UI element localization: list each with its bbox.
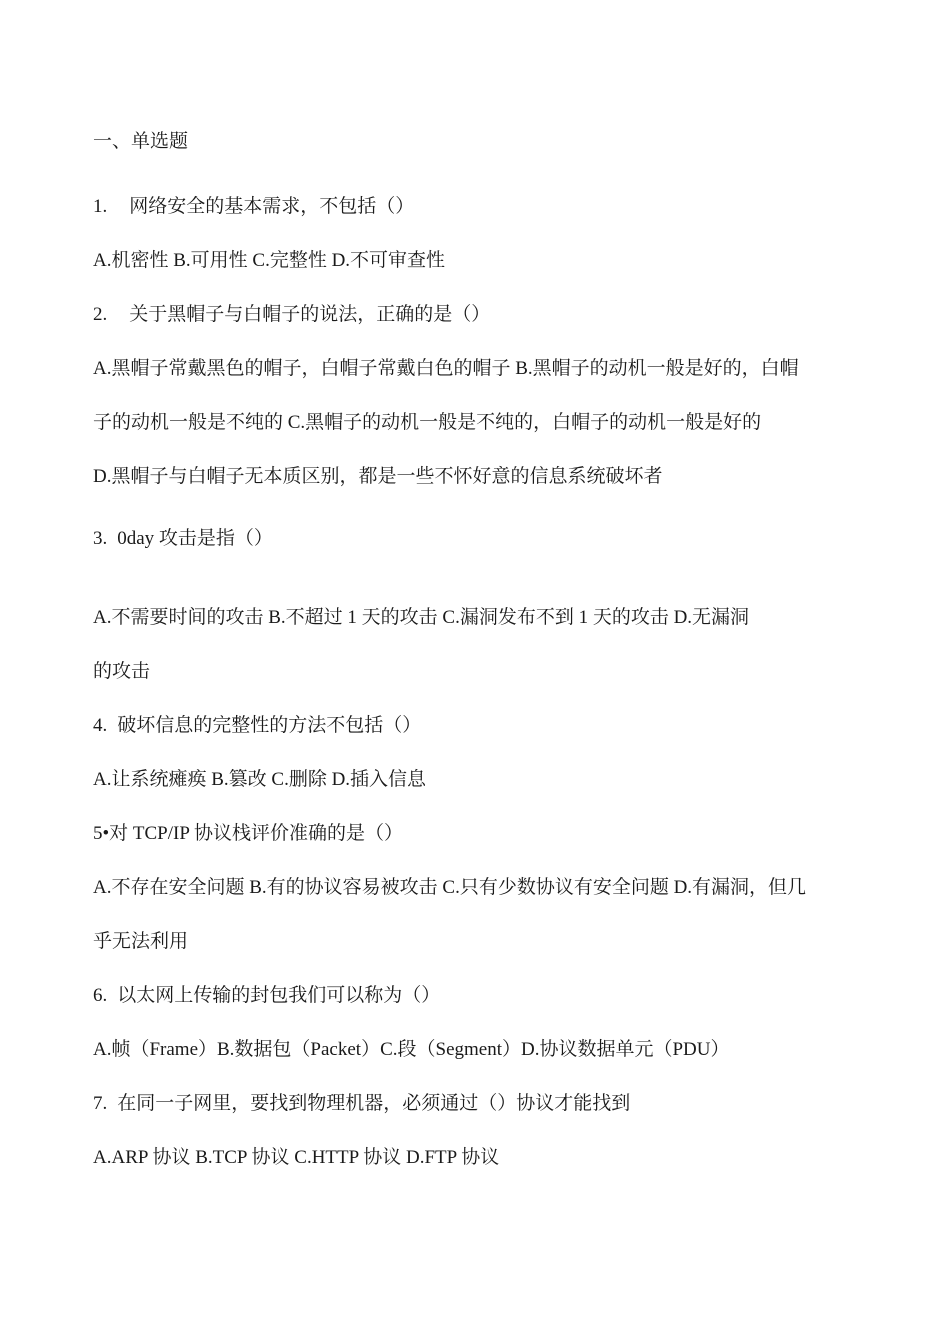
question-number: 7. [93,1093,108,1114]
options-1: A.机密性 B.可用性 C.完整性 D.不可审查性 [93,250,446,271]
question-number: 6. [93,985,108,1006]
question-4 [93,714,421,738]
question-5: 5•对 TCP/IP 协议栈评价准确的是（） [93,823,403,844]
question-3 [93,527,273,551]
question-text: 破坏信息的完整性的方法不包括（） [117,715,422,736]
question-text: 以太网上传输的封包我们可以称为（） [117,985,441,1006]
options-5-line-1: A.不存在安全问题 B.有的协议容易被攻击 C.只有少数协议有安全问题 D.有漏洞，但几 [93,877,807,898]
question-text: 在同一子网里，要找到物理机器，必须通过（）协议才能找到 [117,1093,631,1114]
question-number: 3. [93,528,108,549]
options-5-line-2: 乎无法利用 [93,931,189,952]
question-number: 2. [93,304,108,325]
section-title: 一、单选题 [93,131,189,152]
options-3-line-1: A.不需要时间的攻击 B.不超过 1 天的攻击 C.漏洞发布不到 1 天的攻击 D.无漏洞 [93,607,750,628]
question-text: 网络安全的基本需求，不包括（） [129,196,415,217]
question-6 [93,984,440,1008]
options-2-line-2: 子的动机一般是不纯的 C.黑帽子的动机一般是不纯的，白帽子的动机一般是好的 [93,412,762,433]
question-1 [93,195,414,219]
options-2-line-1: A.黑帽子常戴黑色的帽子，白帽子常戴白色的帽子 B.黑帽子的动机一般是好的，白帽 [93,358,799,379]
question-text: 关于黑帽子与白帽子的说法，正确的是（） [129,304,491,325]
options-2-line-3: D.黑帽子与白帽子无本质区别，都是一些不怀好意的信息系统破坏者 [93,466,663,487]
question-text: 0day 攻击是指（） [117,528,273,549]
question-number: 4. [93,715,108,736]
question-7 [93,1092,630,1116]
options-7: A.ARP 协议 B.TCP 协议 C.HTTP 协议 D.FTP 协议 [93,1147,500,1168]
question-number: 1. [93,196,108,217]
options-6: A.帧（Frame）B.数据包（Packet）C.段（Segment）D.协议数据单元（PDU） [93,1039,730,1060]
options-3-line-2: 的攻击 [93,661,151,682]
options-4: A.让系统瘫痪 B.篡改 C.删除 D.插入信息 [93,769,427,790]
question-2 [93,303,490,327]
